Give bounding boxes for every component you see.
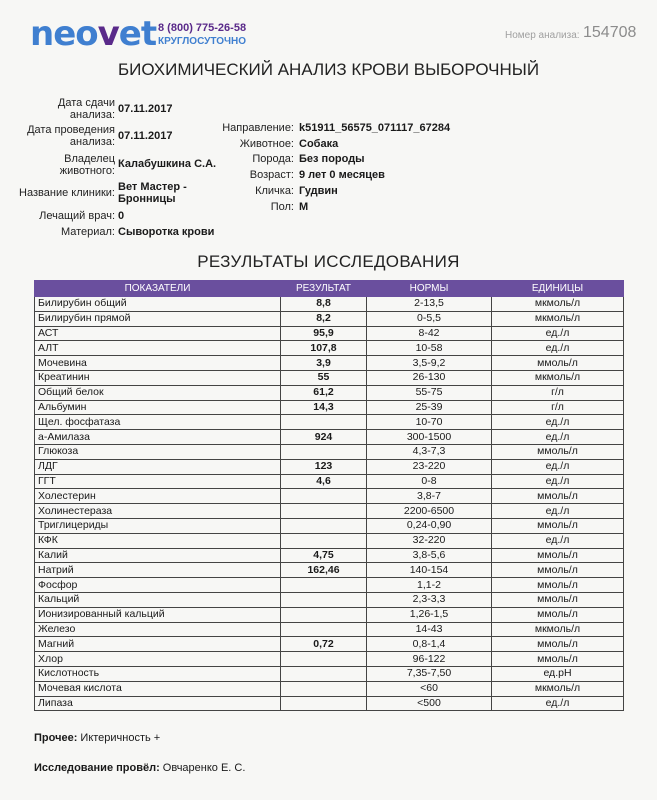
cell-unit: ед./л <box>492 341 624 356</box>
cell-parameter: Холестерин <box>35 489 281 504</box>
info-value-sex: М <box>299 201 309 213</box>
info-label-submit-date: Дата сдачи анализа: <box>57 97 115 121</box>
cell-parameter: Кислотность <box>35 666 281 681</box>
cell-parameter: а-Амилаза <box>35 430 281 445</box>
cell-result: 162,46 <box>281 563 367 578</box>
cell-result <box>281 504 367 519</box>
cell-parameter: Ионизированный кальций <box>35 607 281 622</box>
cell-result: 924 <box>281 430 367 445</box>
info-value-clinic: Вет Мастер - Бронницы <box>118 181 187 205</box>
other-notes <box>34 732 160 744</box>
table-row <box>35 341 624 356</box>
cell-norm: 300-1500 <box>367 430 492 445</box>
info-label-doctor: Лечащий врач: <box>39 210 115 222</box>
cell-norm: 55-75 <box>367 385 492 400</box>
cell-result <box>281 666 367 681</box>
cell-result <box>281 696 367 711</box>
cell-unit: г/л <box>492 400 624 415</box>
info-label-age: Возраст: <box>249 169 294 181</box>
performed-label: Исследование провёл: <box>34 762 160 774</box>
header-result: РЕЗУЛЬТАТ <box>281 281 367 297</box>
cell-parameter: Хлор <box>35 652 281 667</box>
performed-value: Овчаренко Е. С. <box>162 762 246 774</box>
info-value-material: Сыворотка крови <box>118 226 215 238</box>
table-row <box>35 400 624 415</box>
cell-result: 8,2 <box>281 311 367 326</box>
cell-result: 123 <box>281 459 367 474</box>
table-row <box>35 563 624 578</box>
cell-unit: ммоль/л <box>492 592 624 607</box>
table-row <box>35 637 624 652</box>
cell-parameter: КФК <box>35 533 281 548</box>
info-value-age: 9 лет 0 месяцев <box>299 169 385 181</box>
cell-parameter: Глюкоза <box>35 444 281 459</box>
cell-unit: мкмоль/л <box>492 311 624 326</box>
table-row <box>35 504 624 519</box>
table-row <box>35 297 624 312</box>
cell-norm: 0,8-1,4 <box>367 637 492 652</box>
table-row <box>35 356 624 371</box>
info-label-nickname: Кличка: <box>255 185 294 197</box>
cell-result: 107,8 <box>281 341 367 356</box>
cell-result <box>281 652 367 667</box>
cell-parameter: ЛДГ <box>35 459 281 474</box>
table-row <box>35 518 624 533</box>
cell-parameter: Альбумин <box>35 400 281 415</box>
cell-unit: мкмоль/л <box>492 622 624 637</box>
cell-result: 61,2 <box>281 385 367 400</box>
table-row <box>35 592 624 607</box>
cell-parameter: Магний <box>35 637 281 652</box>
cell-norm: <60 <box>367 681 492 696</box>
cell-parameter: АСТ <box>35 326 281 341</box>
table-row <box>35 607 624 622</box>
cell-parameter: ГГТ <box>35 474 281 489</box>
cell-result: 4,6 <box>281 474 367 489</box>
cell-unit: ед./л <box>492 430 624 445</box>
info-value-referral: k51911_56575_071117_67284 <box>299 122 451 134</box>
cell-unit: ммоль/л <box>492 489 624 504</box>
cell-norm: 3,5-9,2 <box>367 356 492 371</box>
cell-unit: ммоль/л <box>492 607 624 622</box>
cell-result: 95,9 <box>281 326 367 341</box>
analysis-number: 154708 <box>583 24 637 41</box>
cell-result: 8,8 <box>281 297 367 312</box>
header-parameter: ПОКАЗАТЕЛИ <box>35 281 281 297</box>
info-value-owner: Калабушкина С.А. <box>118 158 217 170</box>
cell-unit: ед.pH <box>492 666 624 681</box>
other-label: Прочее: <box>34 732 78 744</box>
cell-unit: ммоль/л <box>492 548 624 563</box>
info-value-animal: Собака <box>299 138 339 150</box>
cell-parameter: Калий <box>35 548 281 563</box>
table-row <box>35 370 624 385</box>
cell-norm: 0-5,5 <box>367 311 492 326</box>
header-unit: ЕДИНИЦЫ <box>492 281 624 297</box>
cell-result <box>281 444 367 459</box>
table-row <box>35 533 624 548</box>
cell-unit: ед./л <box>492 504 624 519</box>
cell-parameter: Холинестераза <box>35 504 281 519</box>
cell-unit: мкмоль/л <box>492 681 624 696</box>
cell-unit: ммоль/л <box>492 652 624 667</box>
table-header-row <box>35 281 624 297</box>
cell-norm: 7,35-7,50 <box>367 666 492 681</box>
cell-norm: 3,8-7 <box>367 489 492 504</box>
table-row <box>35 385 624 400</box>
table-row <box>35 311 624 326</box>
cell-norm: 25-39 <box>367 400 492 415</box>
cell-result <box>281 533 367 548</box>
cell-result <box>281 592 367 607</box>
cell-norm: 1,1-2 <box>367 578 492 593</box>
cell-unit: г/л <box>492 385 624 400</box>
cell-unit: ед./л <box>492 696 624 711</box>
cell-norm: 8-42 <box>367 326 492 341</box>
cell-parameter: Щел. фосфатаза <box>35 415 281 430</box>
cell-unit: ед./л <box>492 459 624 474</box>
results-table <box>34 280 624 711</box>
cell-norm: 2,3-3,3 <box>367 592 492 607</box>
cell-result: 3,9 <box>281 356 367 371</box>
cell-result <box>281 518 367 533</box>
info-value-analysis-date: 07.11.2017 <box>118 130 173 142</box>
cell-parameter: Триглицериды <box>35 518 281 533</box>
table-row <box>35 548 624 563</box>
table-row <box>35 622 624 637</box>
table-row <box>35 578 624 593</box>
cell-result: 4,75 <box>281 548 367 563</box>
info-label-material: Материал: <box>60 226 115 238</box>
cell-norm: 96-122 <box>367 652 492 667</box>
hours-label: КРУГЛОСУТОЧНО <box>158 36 247 47</box>
cell-norm: 2200-6500 <box>367 504 492 519</box>
cell-norm: 140-154 <box>367 563 492 578</box>
table-row <box>35 326 624 341</box>
table-row <box>35 489 624 504</box>
cell-parameter: Мочевина <box>35 356 281 371</box>
table-row <box>35 696 624 711</box>
cell-result <box>281 578 367 593</box>
cell-norm: 10-70 <box>367 415 492 430</box>
cell-unit: ед./л <box>492 415 624 430</box>
header-norm: НОРМЫ <box>367 281 492 297</box>
cell-unit: ед./л <box>492 326 624 341</box>
cell-parameter: Натрий <box>35 563 281 578</box>
cell-result <box>281 622 367 637</box>
table-row <box>35 444 624 459</box>
info-label-owner: Владелец животного: <box>59 153 115 177</box>
info-label-referral: Направление: <box>222 122 294 134</box>
info-label-breed: Порода: <box>252 153 294 165</box>
cell-norm: 1,26-1,5 <box>367 607 492 622</box>
cell-unit: мкмоль/л <box>492 297 624 312</box>
cell-unit: ед./л <box>492 533 624 548</box>
cell-parameter: Кальций <box>35 592 281 607</box>
results-title: РЕЗУЛЬТАТЫ ИССЛЕДОВАНИЯ <box>197 252 460 271</box>
cell-unit: ед./л <box>492 474 624 489</box>
info-value-breed: Без породы <box>299 153 365 165</box>
cell-norm: 26-130 <box>367 370 492 385</box>
table-row <box>35 459 624 474</box>
cell-norm: 2-13,5 <box>367 297 492 312</box>
cell-result <box>281 489 367 504</box>
performed-by <box>34 762 245 774</box>
phone-number: 8 (800) 775-26-58 <box>158 22 247 34</box>
info-value-nickname: Гудвин <box>299 185 338 197</box>
cell-unit: ммоль/л <box>492 637 624 652</box>
cell-norm: 23-220 <box>367 459 492 474</box>
table-row <box>35 430 624 445</box>
other-value: Иктеричность + <box>80 732 161 744</box>
cell-norm: <500 <box>367 696 492 711</box>
info-value-doctor: 0 <box>118 210 125 222</box>
cell-result <box>281 681 367 696</box>
info-label-clinic: Название клиники: <box>19 187 115 199</box>
cell-norm: 4,3-7,3 <box>367 444 492 459</box>
table-row <box>35 652 624 667</box>
info-value-submit-date: 07.11.2017 <box>118 103 173 115</box>
cell-norm: 10-58 <box>367 341 492 356</box>
cell-parameter: Креатинин <box>35 370 281 385</box>
cell-parameter: Билирубин общий <box>35 297 281 312</box>
info-label-sex: Пол: <box>270 201 294 213</box>
cell-unit: ммоль/л <box>492 444 624 459</box>
cell-parameter: Фосфор <box>35 578 281 593</box>
cell-unit: ммоль/л <box>492 518 624 533</box>
cell-parameter: АЛТ <box>35 341 281 356</box>
cell-norm: 0,24-0,90 <box>367 518 492 533</box>
cell-result <box>281 607 367 622</box>
cell-norm: 14-43 <box>367 622 492 637</box>
cell-norm: 32-220 <box>367 533 492 548</box>
cell-unit: ммоль/л <box>492 563 624 578</box>
cell-unit: ммоль/л <box>492 356 624 371</box>
cell-parameter: Железо <box>35 622 281 637</box>
cell-result: 55 <box>281 370 367 385</box>
cell-norm: 3,8-5,6 <box>367 548 492 563</box>
table-row <box>35 666 624 681</box>
document-title: БИОХИМИЧЕСКИЙ АНАЛИЗ КРОВИ ВЫБОРОЧНЫЙ <box>117 60 540 79</box>
cell-parameter: Мочевая кислота <box>35 681 281 696</box>
neovet-logo: neovet <box>30 14 157 54</box>
cell-result: 14,3 <box>281 400 367 415</box>
cell-result <box>281 415 367 430</box>
analysis-number-label: Номер анализа: <box>505 30 580 41</box>
cell-unit: мкмоль/л <box>492 370 624 385</box>
table-row <box>35 681 624 696</box>
cell-parameter: Общий белок <box>35 385 281 400</box>
info-label-analysis-date: Дата проведения анализа: <box>27 124 115 148</box>
table-row <box>35 415 624 430</box>
cell-result: 0,72 <box>281 637 367 652</box>
cell-unit: ммоль/л <box>492 578 624 593</box>
cell-norm: 0-8 <box>367 474 492 489</box>
info-label-animal: Животное: <box>239 138 294 150</box>
cell-parameter: Билирубин прямой <box>35 311 281 326</box>
cell-parameter: Липаза <box>35 696 281 711</box>
table-row <box>35 474 624 489</box>
